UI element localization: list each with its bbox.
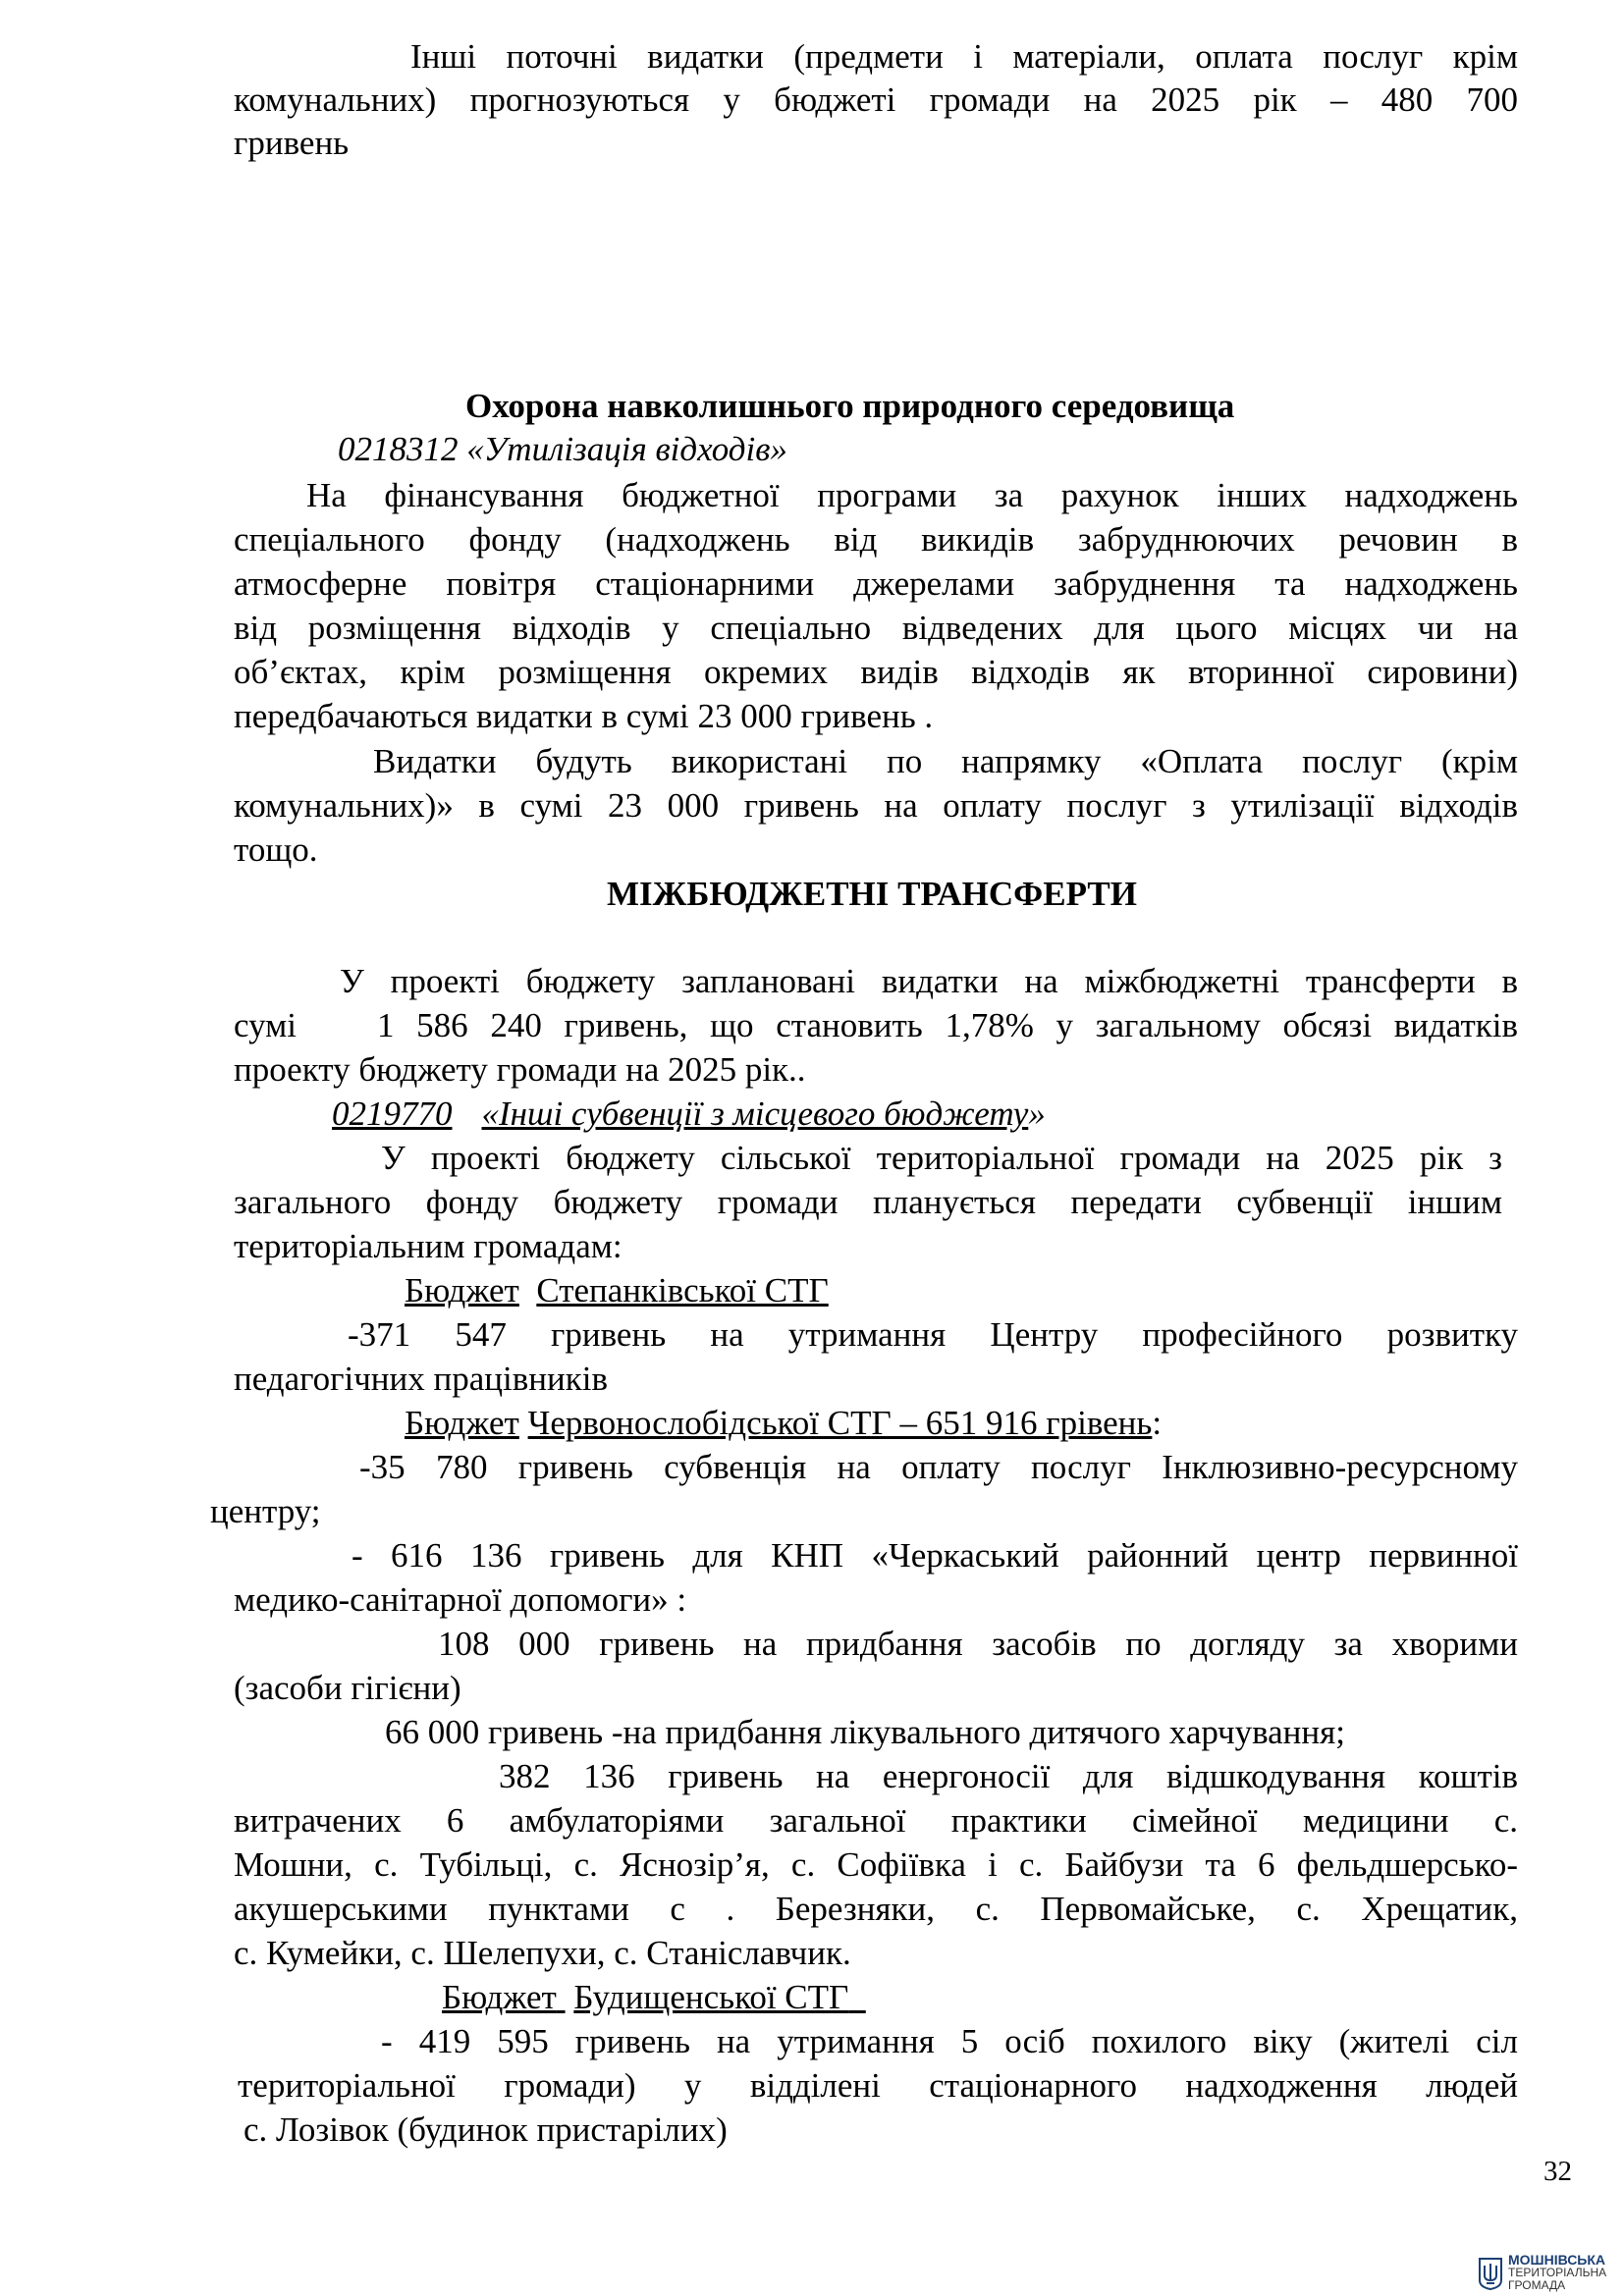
transfers-program-quote: »	[1028, 1095, 1046, 1133]
community-logo	[1478, 2254, 1606, 2292]
budget-budyshchenska-line-3: с. Лозівок (будинок пристарілих)	[244, 2110, 728, 2149]
budget-chervonoslobidska-b-line-1: - 616 136 гривень для КНП «Черкаський районний центр первинної	[352, 1536, 1518, 1575]
budget-chervonoslobidska-heading	[405, 1402, 1162, 1445]
intro-line-1: Інші поточні видатки (предмети і матеріали, оплата послуг крім	[410, 37, 1518, 76]
budget-chervonoslobidska-a-line-2: центру;	[210, 1492, 321, 1530]
budget-chervonoslobidska-c-line-1: 108 000 гривень на придбання засобів по догляду за хворими	[438, 1625, 1518, 1663]
budget-budyshchenska-heading	[442, 1976, 866, 2019]
budget-chervonoslobidska-b-line-2: медико-санітарної допомоги» :	[234, 1580, 687, 1619]
logo-line-1: МОШНІВСЬКА	[1508, 2252, 1606, 2268]
transfers-p2-line-1: У проекті бюджету сільської територіальної громади на 2025 рік з	[381, 1139, 1502, 1177]
environment-p1-line-1: На фінансування бюджетної програми за рахунок інших надходжень	[306, 476, 1518, 514]
environment-p1-line-5: об’єктах, крім розміщення окремих видів відходів як вторинної сировини)	[234, 653, 1518, 691]
intro-line-3: гривень	[234, 124, 350, 162]
budget-stepankivska-name: Степанківської СТГ	[536, 1271, 829, 1309]
intro-line-2: комунальних) прогнозуються у бюджеті громади на 2025 рік – 480 700	[234, 80, 1518, 119]
budget-word: Бюджет	[442, 1978, 557, 2016]
budget-stepankivska-line-1: -371 547 гривень на утримання Центру професійного розвитку	[348, 1315, 1518, 1354]
transfers-p2-line-3: територіальним громадам:	[234, 1227, 623, 1265]
transfers-p1-line-1: У проекті бюджету заплановані видатки на міжбюджетні трансферти в	[340, 962, 1518, 1000]
budget-chervonoslobidska-e-line-5: с. Кумейки, с. Шелепухи, с. Станіславчик.	[234, 1934, 851, 1972]
budget-chervonoslobidska-e-line-2: витрачених 6 амбулаторіями загальної практики сімейної медицини с.	[234, 1801, 1518, 1840]
budget-chervonoslobidska-c-line-2: (засоби гігієни)	[234, 1669, 461, 1707]
budget-chervonoslobidska-e-line-1: 382 136 гривень на енергоносії для відшкодування коштів	[499, 1757, 1518, 1795]
budget-budyshchenska-line-1: - 419 595 гривень на утримання 5 осіб похилого віку (жителі сіл	[381, 2022, 1518, 2060]
budget-stepankivska-line-2: педагогічних працівників	[234, 1360, 608, 1398]
transfers-heading: МІЖБЮДЖЕТНІ ТРАНСФЕРТИ	[607, 875, 1137, 913]
logo-text	[1508, 2254, 1606, 2292]
logo-line-3: ГРОМАДА	[1508, 2278, 1566, 2292]
logo-line-2: ТЕРИТОРІАЛЬНА	[1508, 2266, 1607, 2279]
transfers-program-title	[332, 1093, 1046, 1136]
budget-chervonoslobidska-d: 66 000 гривень -на придбання лікувального дитячого харчування;	[385, 1713, 1345, 1751]
environment-p2-line-2: комунальних)» в сумі 23 000 гривень на оплату послуг з утилізації відходів	[234, 786, 1518, 825]
environment-p1-line-2: спеціального фонду (надходжень від викидів забруднюючих речовин в	[234, 520, 1518, 559]
environment-program-title: 0218312 «Утилізація відходів»	[338, 430, 787, 468]
transfers-p1-line-2a: сумі	[234, 1006, 297, 1044]
environment-heading: Охорона навколишнього природного середовища	[465, 387, 1235, 425]
environment-p2-line-3: тощо.	[234, 830, 318, 869]
budget-budyshchenska-name: Будищенської СТГ	[573, 1978, 849, 2016]
environment-p2-line-1: Видатки будуть використані по напрямку «Оплата послуг (крім	[373, 742, 1518, 780]
environment-p1-line-6: передбачаються видатки в сумі 23 000 гривень .	[234, 697, 934, 735]
budget-chervonoslobidska-e-line-3: Мошни, с. Тубільці, с. Яснозір’я, с. Софіївка і с. Байбузи та 6 фельдшерсько-	[234, 1845, 1518, 1884]
transfers-program-code: 0219770	[332, 1095, 453, 1133]
transfers-p1-line-2b: 1 586 240 гривень, що становить 1,78% у загальному обсязі видатків	[377, 1006, 1518, 1044]
transfers-p2-line-2: загального фонду бюджету громади планується передати субвенції іншим	[234, 1183, 1502, 1221]
trident-icon	[1478, 2257, 1503, 2290]
environment-p1-line-4: від розміщення відходів у спеціально відведених для цього місцях чи на	[234, 609, 1518, 647]
transfers-p1-line-3: проекту бюджету громади на 2025 рік..	[234, 1050, 806, 1089]
budget-budyshchenska-line-2: територіальної громади) у відділені стаціонарного надходження людей	[238, 2066, 1518, 2105]
budget-word: Бюджет	[405, 1404, 519, 1442]
page-number: 32	[1543, 2156, 1572, 2187]
budget-word: Бюджет	[405, 1271, 519, 1309]
budget-chervonoslobidska-a-line-1: -35 780 гривень субвенція на оплату послуг Інклюзивно-ресурсному	[359, 1448, 1518, 1486]
transfers-program-name: «Інші субвенції з місцевого бюджету	[481, 1095, 1029, 1133]
budget-chervonoslobidska-name: Червонослобідської СТГ – 651 916 грівень	[527, 1404, 1153, 1442]
budget-chervonoslobidska-colon: :	[1152, 1404, 1163, 1442]
environment-p1-line-3: атмосферне повітря стаціонарними джерелами забруднення та надходжень	[234, 564, 1518, 603]
budget-chervonoslobidska-e-line-4: акушерськими пунктами с . Березняки, с. Первомайське, с. Хрещатик,	[234, 1890, 1518, 1928]
budget-stepankivska-heading	[405, 1269, 829, 1312]
